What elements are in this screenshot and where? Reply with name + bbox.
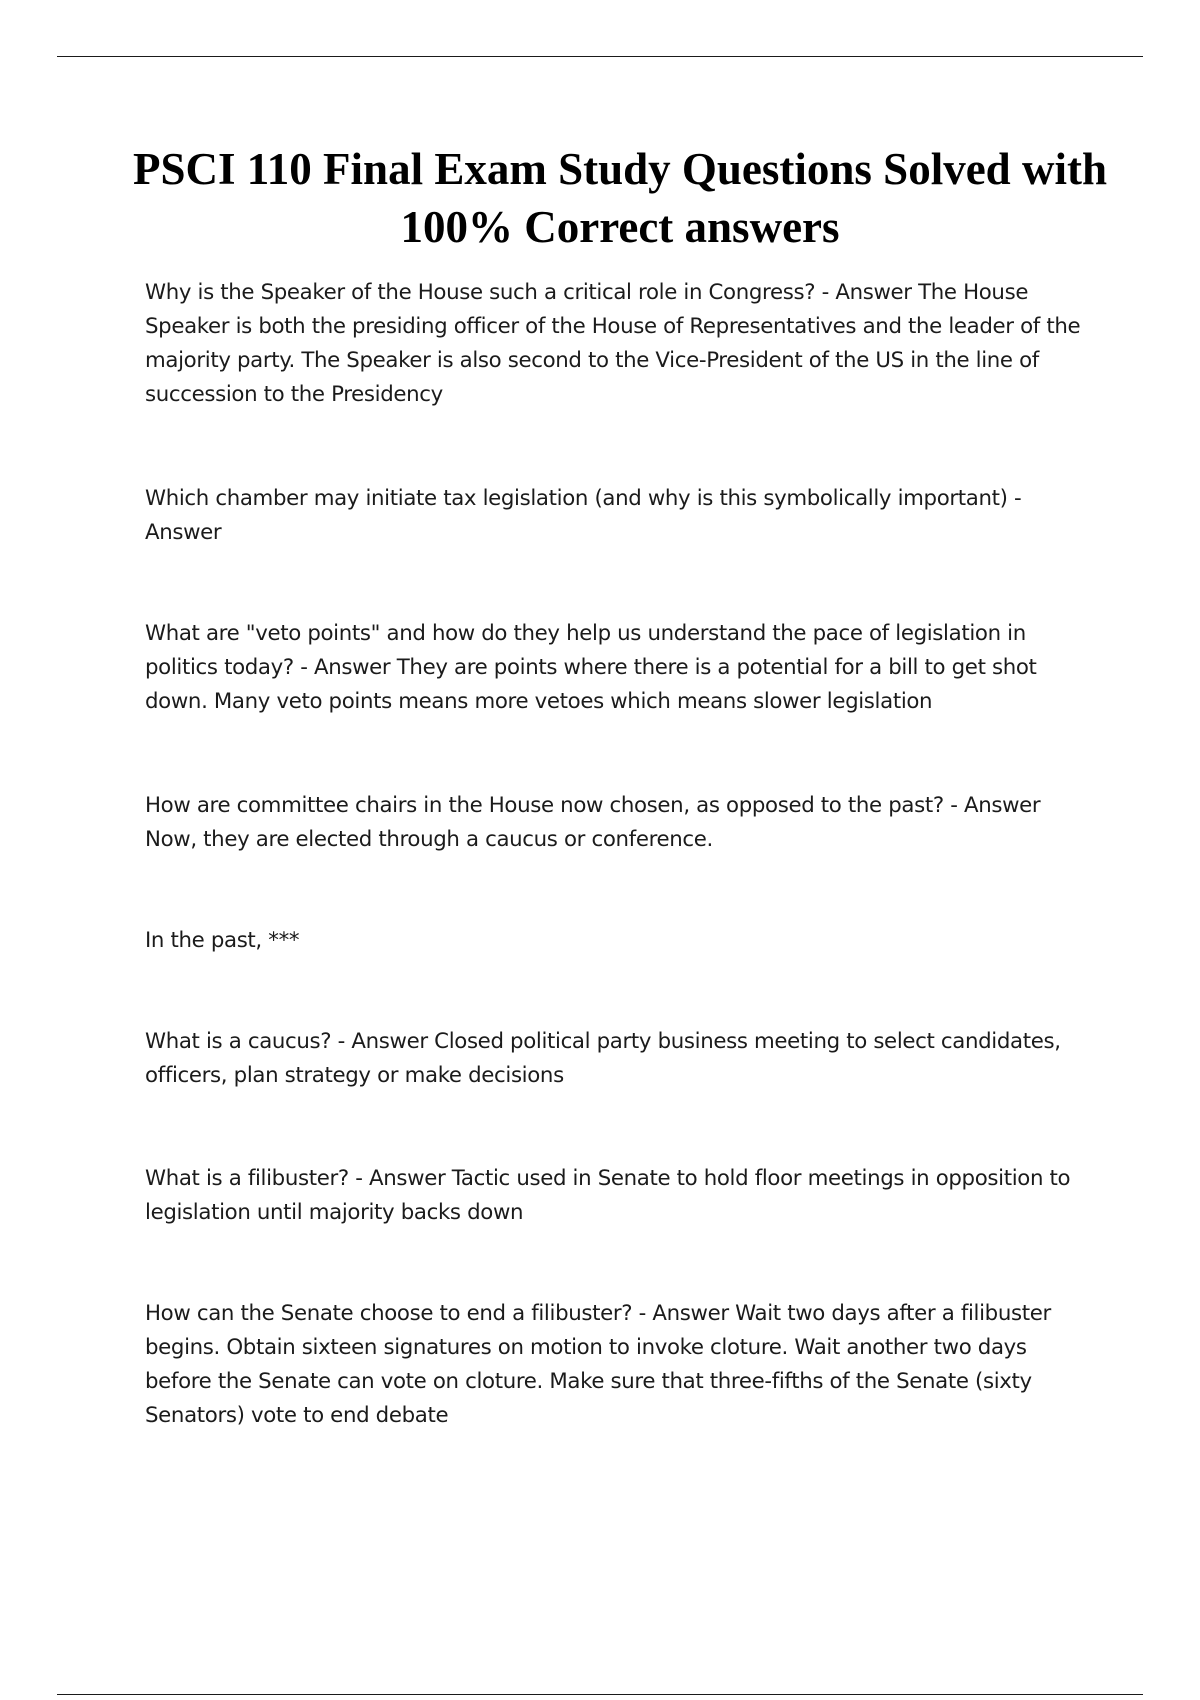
qa-entry-filibuster: What is a filibuster? - Answer Tactic used in Senate to hold floor meetings in opposition to legislation until majority backs down [145, 1166, 1071, 1225]
qa-entry-speaker: Why is the Speaker of the House such a critical role in Congress? - Answer The House Speaker is both the presiding officer of the House of Representatives and the leader of the majority party. The Speaker is also second to the Vice-President of the US in the line of succession to the Presidency [145, 280, 1081, 407]
footer-rule [57, 1694, 1143, 1695]
qa-entry-end-filibuster: How can the Senate choose to end a filibuster? - Answer Wait two days after a filibuster begins. Obtain sixteen signatures on motion to invoke cloture. Wait another two days before the Senate can vote on cloture. Make sure that three-fifths of the Senate (sixty Senators) vote to end debate [145, 1301, 1051, 1428]
qa-entry-caucus: What is a caucus? - Answer Closed political party business meeting to select candidates, officers, plan strategy or make decisions [145, 1029, 1061, 1088]
qa-entry-in-the-past: In the past, *** [145, 928, 300, 953]
qa-entry-committee-chairs: How are committee chairs in the House now chosen, as opposed to the past? - Answer Now, they are elected through a caucus or conference. [145, 793, 1041, 852]
qa-entry-tax-legislation: Which chamber may initiate tax legislation (and why is this symbolically important) - Answer [145, 486, 1022, 545]
document-title: PSCI 110 Final Exam Study Questions Solved with 100% Correct answers [133, 144, 1107, 252]
qa-entry-veto-points: What are "veto points" and how do they help us understand the pace of legislation in politics today? - Answer They are points where there is a potential for a bill to get shot down. Many veto points means more vetoes which means slower legislation [145, 621, 1037, 714]
header-rule [57, 56, 1143, 57]
